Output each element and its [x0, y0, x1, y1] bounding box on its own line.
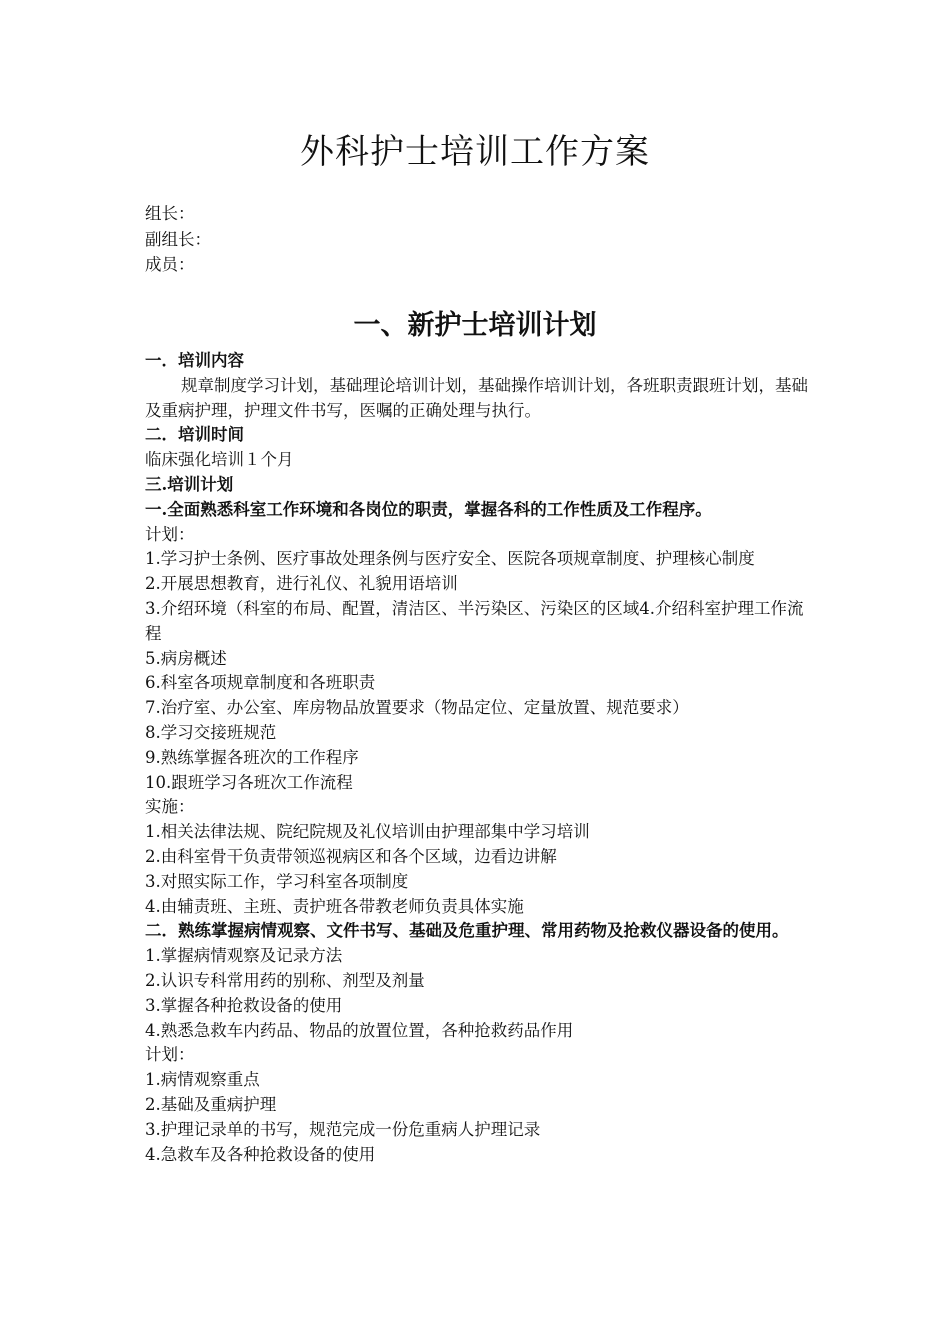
roster-members: 成员： — [145, 255, 195, 274]
paragraph: 2.基础及重病护理 — [145, 1094, 277, 1114]
team-roster — [145, 201, 813, 278]
paragraph: 实施： — [145, 797, 195, 817]
paragraph: 8.学习交接班规范 — [145, 722, 277, 742]
paragraph: 9.熟练掌握各班次的工作程序 — [145, 747, 359, 767]
paragraph: 3.对照实际工作，学习科室各项制度 — [145, 871, 409, 891]
paragraph: 3.护理记录单的书写，规范完成一份危重病人护理记录 — [145, 1119, 541, 1139]
section-heading: 三.培训计划 — [145, 474, 234, 494]
section-heading: 二．培训时间 — [145, 425, 244, 445]
document-body — [145, 349, 813, 1167]
paragraph: 2.由科室骨干负责带领巡视病区和各个区域，边看边讲解 — [145, 846, 557, 866]
paragraph: 1.病情观察重点 — [145, 1070, 260, 1090]
paragraph: 2.认识专科常用药的别称、剂型及剂量 — [145, 970, 425, 990]
section-title: 一、新护士培训计划 — [353, 310, 597, 341]
paragraph: 6.科室各项规章制度和各班职责 — [145, 673, 376, 693]
section-heading: 二．熟练掌握病情观察、文件书写、基础及危重护理、常用药物及抢救仪器设备的使用。 — [145, 921, 789, 941]
paragraph: 规章制度学习计划，基础理论培训计划，基础操作培训计划，各班职责跟班计划，基础及重病护理，护理文件书写，医嘱的正确处理与执行。 — [145, 375, 808, 420]
paragraph: 3.介绍环境（科室的布局、配置，清洁区、半污染区、污染区的区域4.介绍科室护理工作流程 — [145, 598, 804, 643]
section-heading: 一.全面熟悉科室工作环境和各岗位的职责，掌握各科的工作性质及工作程序。 — [145, 499, 712, 519]
roster-leader: 组长： — [145, 204, 195, 223]
document-title: 外科护士培训工作方案 — [300, 132, 650, 172]
paragraph: 计划： — [145, 524, 195, 544]
paragraph: 10.跟班学习各班次工作流程 — [145, 772, 353, 792]
paragraph: 4.急救车及各种抢救设备的使用 — [145, 1144, 376, 1164]
paragraph: 5.病房概述 — [145, 648, 227, 668]
paragraph: 4.由辅责班、主班、责护班各带教老师负责具体实施 — [145, 896, 524, 916]
paragraph: 计划： — [145, 1045, 195, 1065]
paragraph: 1.相关法律法规、院纪院规及礼仪培训由护理部集中学习培训 — [145, 822, 590, 842]
paragraph: 2.开展思想教育，进行礼仪、礼貌用语培训 — [145, 574, 458, 594]
paragraph: 7.治疗室、办公室、库房物品放置要求（物品定位、定量放置、规范要求） — [145, 698, 689, 718]
paragraph: 临床强化培训１个月 — [145, 450, 294, 470]
paragraph: 1.学习护士条例、医疗事故处理条例与医疗安全、医院各项规章制度、护理核心制度 — [145, 549, 755, 569]
paragraph: 3.掌握各种抢救设备的使用 — [145, 995, 343, 1015]
roster-deputy-leader: 副组长： — [145, 229, 211, 249]
paragraph: 1.掌握病情观察及记录方法 — [145, 946, 343, 966]
section-heading: 一．培训内容 — [145, 351, 244, 370]
paragraph: 4.熟悉急救车内药品、物品的放置位置，各种抢救药品作用 — [145, 1020, 574, 1040]
